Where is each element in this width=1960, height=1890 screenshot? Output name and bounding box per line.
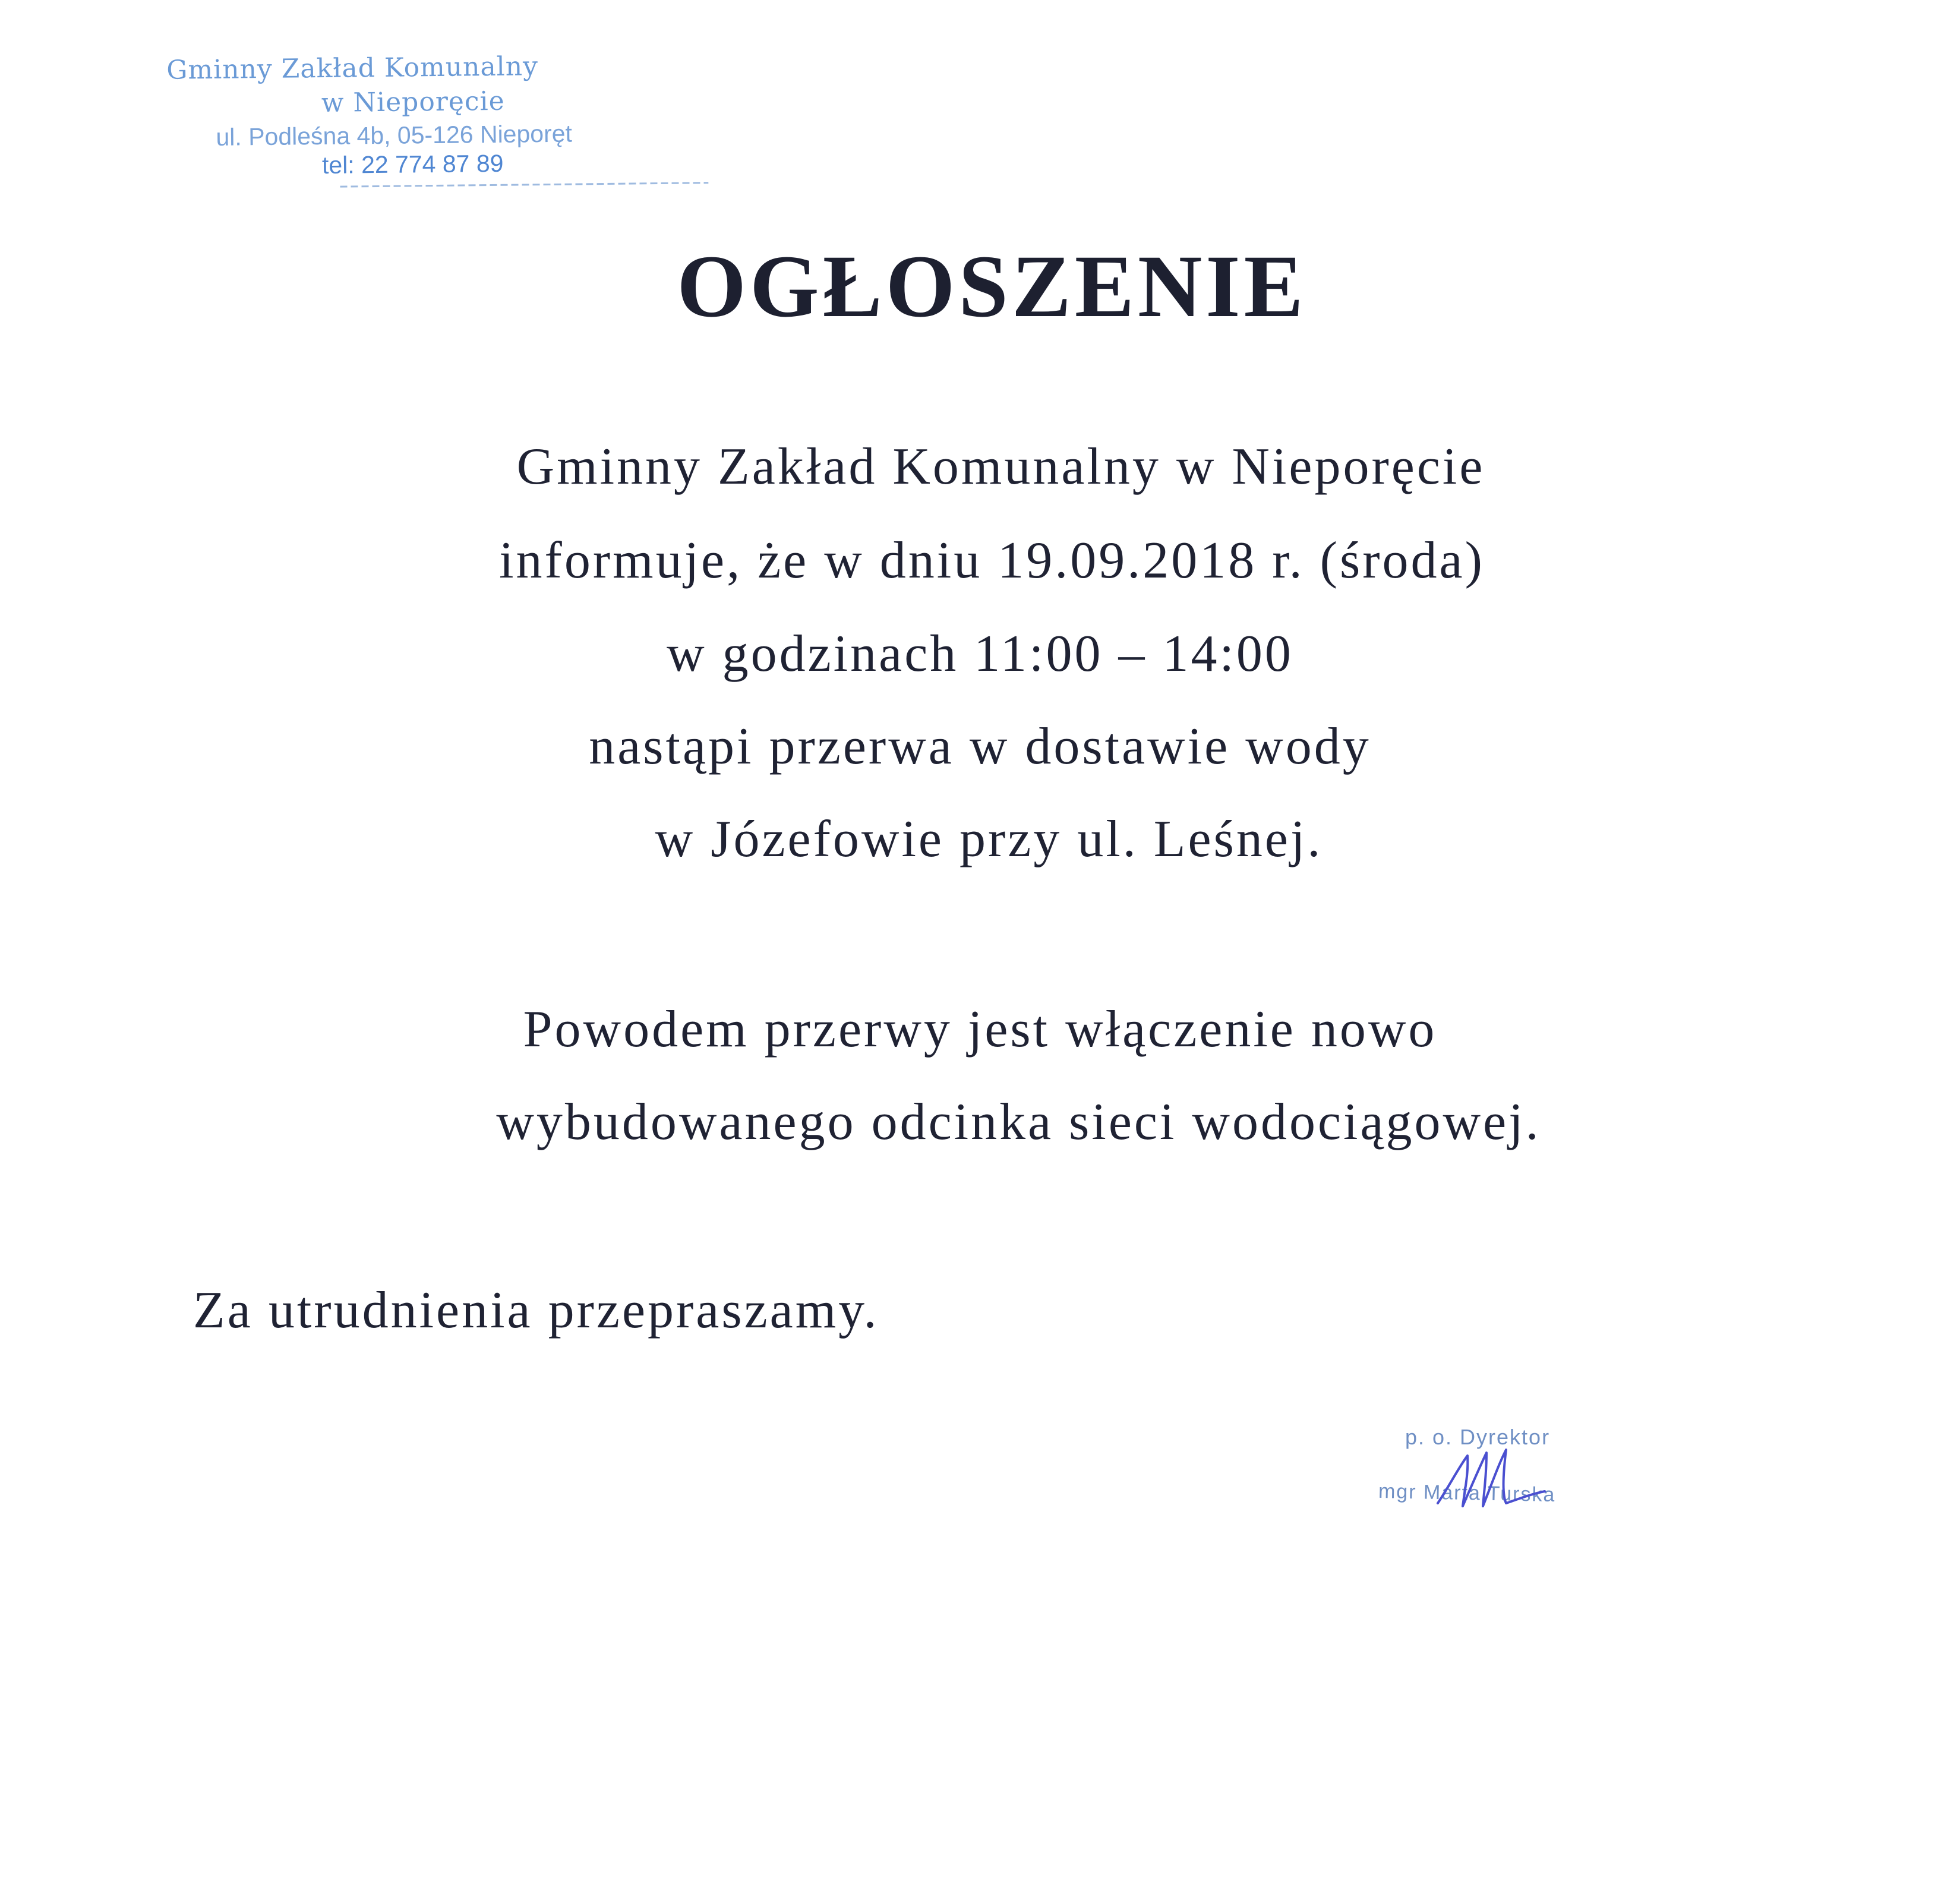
closing-apology: Za utrudnienia przepraszamy. [193, 1282, 879, 1339]
organization-stamp [160, 49, 707, 179]
page-title: OGŁOSZENIE [677, 237, 1307, 336]
body-line-7: wybudowanego odcinka sieci wodociągowej. [496, 1093, 1541, 1151]
stamp-underline [340, 182, 708, 187]
signature-name: mgr Marta Turska [1378, 1479, 1556, 1507]
stamp-address: ul. Podleśna 4b, 05-126 Nieporęt [216, 119, 573, 151]
body-line-1: Gminny Zakład Komunalny w Nieporęcie [516, 438, 1485, 496]
body-line-3: w godzinach 11:00 – 14:00 [667, 625, 1293, 683]
signature-role: p. o. Dyrektor [1405, 1425, 1551, 1449]
stamp-town: w Nieporęcie [321, 86, 505, 118]
body-line-2: informuje, że w dniu 19.09.2018 r. (środa) [499, 532, 1485, 589]
stamp-organization-name: Gminny Zakład Komunalny [166, 51, 539, 86]
body-line-5: w Józefowie przy ul. Leśnej. [655, 810, 1323, 868]
handwritten-signature-icon [1432, 1432, 1551, 1521]
stamp-phone: tel: 22 774 87 89 [321, 149, 504, 179]
body-line-4: nastąpi przerwa w dostawie wody [589, 718, 1371, 775]
signature-stamp [1378, 1420, 1652, 1521]
body-line-6: Powodem przerwy jest włączenie nowo [523, 1001, 1437, 1058]
